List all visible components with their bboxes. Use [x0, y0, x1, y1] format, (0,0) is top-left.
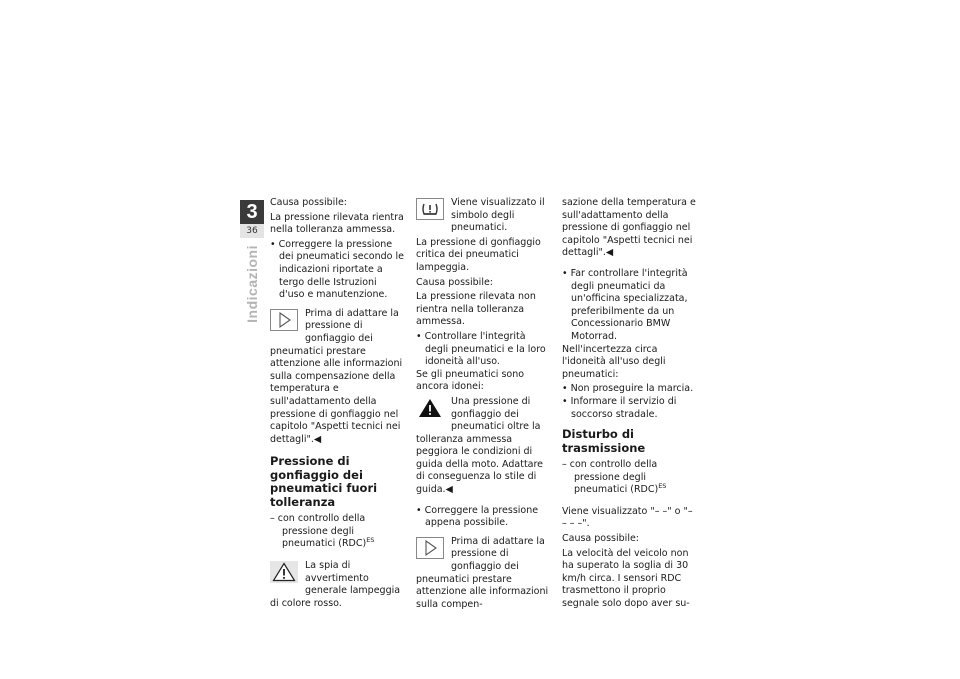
text-column-3 [562, 197, 696, 613]
dash-item-text: – con controllo della pressione degli pneumatici (RDC) [270, 513, 367, 550]
bullet-item: • Non proseguire la marcia. [562, 383, 694, 395]
chapter-marker [240, 200, 264, 238]
note-triangle-icon [416, 537, 446, 561]
warning-text: La spia di avvertimento generale lampeggia di colore rosso. [270, 560, 401, 609]
paragraph: Viene visualizzato "– –" o "– – – –". [562, 505, 693, 530]
warning-triangle-icon [270, 561, 300, 585]
paragraph: Causa possibile: [416, 276, 494, 288]
section-heading: Pressione di gonfiaggio dei pneumatici fuori tolleranza [270, 454, 378, 509]
bullet-item: • Far controllare l'integrità degli pneumatici da un'officina specializzata, preferibilmente da un Concessionario BMW Motorrad. [562, 267, 688, 342]
bullet-item: • Correggere la pressione dei pneumatici secondo le indicazioni riportate a tergo delle Istruzioni d'uso e manutenzione. [270, 238, 404, 301]
paragraph: Causa possibile: [562, 533, 640, 545]
page-number: 36 [240, 224, 264, 238]
warning-text: Una pressione di gonfiaggio dei pneumatici oltre la tolleranza ammessa peggiora le condizioni di guida della moto. Adattare di conseguenza lo stile di guida.◀ [416, 395, 544, 496]
equipment-code: ES [658, 482, 667, 491]
section-title [235, 245, 269, 355]
text-column-1 [270, 197, 404, 612]
warning-triangle-icon [416, 397, 446, 421]
bullet-item: • Correggere la pressione appena possibile. [416, 504, 539, 529]
paragraph: La pressione di gonfiaggio critica dei pneumatici lampeggia. [416, 236, 541, 273]
note-triangle-icon [270, 309, 300, 333]
section-title-text: Indicazioni [244, 245, 260, 323]
paragraph: La pressione rilevata rientra nella tolleranza ammessa. [270, 211, 404, 236]
note-text: Prima di adattare la pressione di gonfiaggio dei pneumatici prestare attenzione alle informazioni sulla compensazione della temperatura e sull'adattamento della pressione di gonfiaggio nel capitolo "Aspetti tecnici nei dettagli".◀ [270, 307, 403, 445]
bullet-item: • Informare il servizio di soccorso stradale. [562, 395, 677, 420]
dash-item [270, 513, 404, 551]
equipment-code: ES [366, 536, 375, 545]
section-heading: Disturbo di trasmissione [562, 427, 646, 455]
paragraph: La pressione rilevata non rientra nella tolleranza ammessa. [416, 291, 536, 328]
paragraph: sazione della temperatura e sull'adattamento della pressione di gonfiaggio nel capitolo "Aspetti tecnici nei dettagli".◀ [562, 197, 696, 259]
paragraph: Viene visualizzato il simbolo degli pneumatici. [451, 197, 545, 234]
paragraph: Nell'incertezza circa l'idoneità all'uso degli pneumatici: [562, 343, 666, 380]
dash-item-text: – con controllo della pressione degli pneumatici (RDC) [562, 459, 659, 496]
paragraph: La velocità del veicolo non ha superato la soglia di 30 km/h circa. I sensori RDC trasmettono il proprio segnale solo dopo aver su- [562, 547, 690, 610]
chapter-number: 3 [240, 200, 264, 224]
text-column-2 [416, 197, 550, 613]
note-text: Prima di adattare la pressione di gonfiaggio dei pneumatici prestare attenzione alle informazioni sulla compen- [416, 535, 549, 610]
paragraph: Se gli pneumatici sono ancora idonei: [416, 368, 525, 393]
paragraph: Causa possibile: [270, 197, 348, 208]
bullet-item: • Controllare l'integrità degli pneumatici e la loro idoneità all'uso. [416, 330, 546, 368]
dash-item [562, 459, 696, 497]
tire-pressure-icon [416, 198, 446, 222]
